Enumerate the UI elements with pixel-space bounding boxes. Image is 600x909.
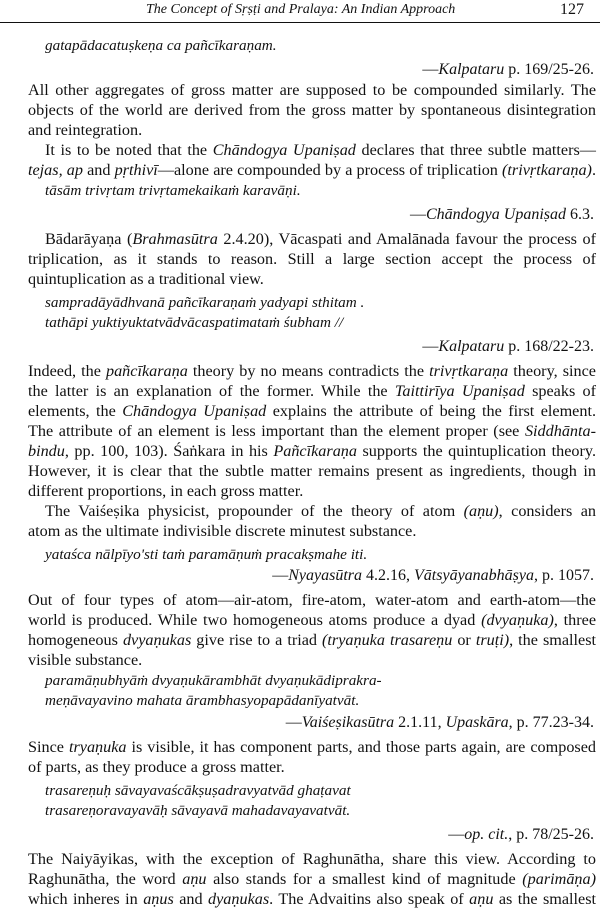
verse-line: trasareṇuḥ sāvayavaścākṣuṣadravyatvād ghaṭavat	[45, 782, 351, 799]
paragraph-line: The attribute of an element is less important than the element proper (see Siddhānta-	[28, 422, 596, 440]
paragraph-line: the latter is an explanation of the former. While the Taittirīya Upaniṣad speaks of	[28, 382, 597, 400]
paragraph-line: It is to be noted that the Chāndogya Upaniṣad declares that three subtle matters—	[45, 141, 596, 159]
paragraph-line: which inheres in aṇus and dyaṇukas. The Advaitins also speak of aṇu as the smallest	[28, 890, 597, 908]
paragraph-line: objects of the world are derived from the gross matter by spontaneous disintegration	[28, 101, 596, 119]
verse-line: gatapādacatuṣkeṇa ca pañcīkaraṇam.	[45, 37, 277, 54]
paragraph-line: world is produced. While two homogeneous atoms produce a dyad (dvyaṇuka), three	[28, 611, 597, 629]
paragraph-line: Bādarāyaṇa (Brahmasūtra 2.4.20), Vācaspati and Amalānada favour the process of	[45, 230, 596, 248]
paragraph-line: tejas, ap and pṛthivī—alone are compounded by a process of triplication (trivṛtkaraṇa).	[28, 161, 596, 179]
page-header	[0, 0, 600, 23]
verse-line: meṇāvayavino mahata ārambhasyopapādanīyatvāt.	[45, 692, 360, 709]
paragraph-line: visible substance.	[28, 651, 143, 669]
citation: —op. cit., p. 78/25-26.	[448, 826, 594, 843]
verse-line: yataśca nālpīyo'sti taṁ paramāṇuṁ pracakṣmahe iti.	[45, 546, 368, 563]
paragraph-line: of parts, as they produce a gross matter.	[28, 758, 285, 776]
citation: —Chāndogya Upaniṣad 6.3.	[410, 206, 594, 223]
page-number: 127	[560, 1, 584, 18]
paragraph-line: homogeneous dvyaṇukas give rise to a triad (tryaṇuka trasareṇu or truṭi), the smallest	[28, 631, 597, 649]
citation: —Kalpataru p. 168/22-23.	[422, 338, 594, 355]
paragraph-line: Indeed, the pañcīkaraṇa theory by no means contradicts the trivṛtkaraṇa theory, since	[28, 362, 596, 380]
citation: —Kalpataru p. 169/25-26.	[422, 61, 594, 78]
paragraph-line: However, it is clear that the subtle matter remains present as ingredients, though in	[28, 462, 596, 480]
verse-line: paramāṇubhyāṁ dvyaṇukārambhāt dvyaṇukādiprakra-	[45, 672, 382, 689]
paragraph-line: and reintegration.	[28, 121, 143, 139]
paragraph-line: Raghunātha, the word aṇu also stands for a smallest kind of magnitude (parimāṇa)	[28, 870, 596, 888]
paragraph-line: quintuplication as a traditional view.	[28, 270, 264, 288]
paragraph-line: The Naiyāyikas, with the exception of Raghunātha, share this view. According to	[28, 850, 596, 868]
verse-line: tathāpi yuktiyuktatvādvācaspatimataṁ śubham //	[45, 314, 344, 331]
paragraph-line: elements, the Chāndogya Upaniṣad explains the attribute of being the first element.	[28, 402, 596, 420]
citation: —Vaiśeṣikasūtra 2.1.11, Upaskāra, p. 77.23-34.	[285, 714, 594, 731]
paragraph-line: atom as the ultimate indivisible discrete minutest substance.	[28, 522, 417, 540]
paragraph-line: Out of four types of atom—air-atom, fire-atom, water-atom and earth-atom—the	[28, 591, 596, 609]
paragraph-line: The Vaiśeṣika physicist, propounder of the theory of atom (aṇu), considers an	[45, 502, 597, 520]
verse-line: sampradāyādhvanā pañcīkaraṇaṁ yadyapi sthitam .	[45, 294, 365, 311]
running-title: The Concept of Sṛṣṭi and Pralaya: An Indian Approach	[146, 2, 456, 17]
verse-line: tāsām trivṛtam trivṛtamekaikaṁ karavāṇi.	[45, 182, 301, 199]
paragraph-line: triplication, as it stands to reason. Still a large section accept the process of	[28, 250, 596, 268]
paragraph-line: different proportions, in each gross matter.	[28, 482, 304, 500]
verse-line: trasareṇoravayavāḥ sāvayavā mahadavayavatvāt.	[45, 802, 351, 819]
paragraph-line: bindu, pp. 100, 103). Śaṅkara in his Pañcīkaraṇa supports the quintuplication theory.	[28, 442, 596, 460]
paragraph-line: Since tryaṇuka is visible, it has component parts, and those parts again, are composed	[28, 738, 596, 756]
citation: —Nyayasūtra 4.2.16, Vātsyāyanabhāṣya, p. 1057.	[272, 567, 594, 584]
paragraph-line: All other aggregates of gross matter are supposed to be compounded similarly. The	[28, 81, 596, 99]
